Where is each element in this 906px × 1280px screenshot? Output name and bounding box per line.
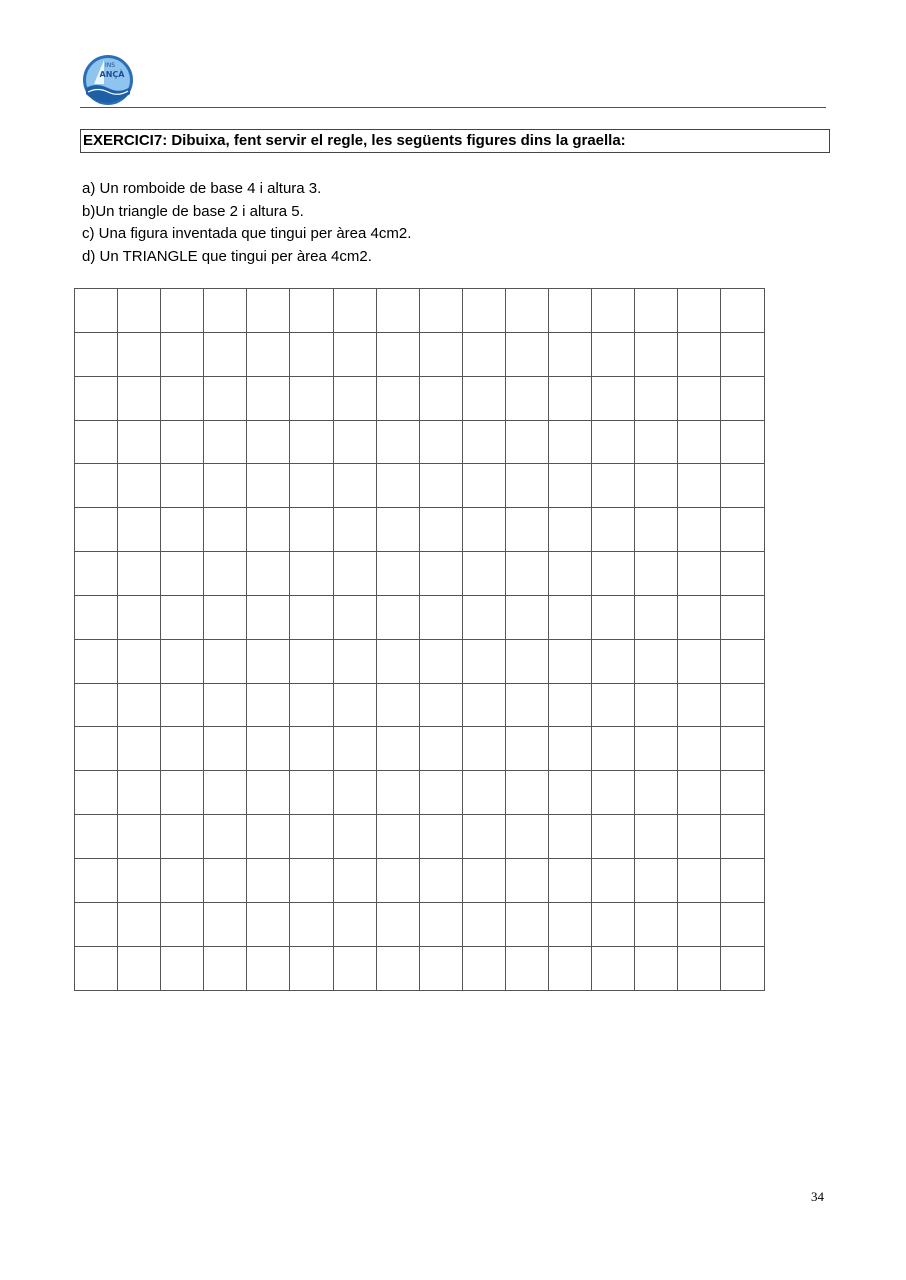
grid-cell[interactable] — [678, 464, 721, 508]
grid-cell[interactable] — [290, 771, 333, 815]
grid-cell[interactable] — [420, 421, 463, 465]
grid-cell[interactable] — [334, 421, 377, 465]
grid-cell[interactable] — [118, 333, 161, 377]
grid-cell[interactable] — [377, 684, 420, 728]
grid-cell[interactable] — [377, 815, 420, 859]
grid-cell[interactable] — [118, 552, 161, 596]
grid-cell[interactable] — [204, 859, 247, 903]
grid-cell[interactable] — [549, 903, 592, 947]
grid-cell[interactable] — [506, 333, 549, 377]
grid-cell[interactable] — [463, 859, 506, 903]
instruction-item: c) Una figura inventada que tingui per àrea 4cm2. — [82, 225, 412, 242]
grid-cell[interactable] — [75, 289, 118, 333]
grid-cell[interactable] — [118, 289, 161, 333]
grid-cell[interactable] — [377, 903, 420, 947]
grid-cell[interactable] — [678, 333, 721, 377]
grid-cell[interactable] — [549, 727, 592, 771]
grid-cell[interactable] — [506, 289, 549, 333]
grid-cell[interactable] — [204, 508, 247, 552]
grid-cell[interactable] — [592, 684, 635, 728]
grid-cell[interactable] — [377, 596, 420, 640]
grid-cell[interactable] — [506, 508, 549, 552]
grid-cell[interactable] — [377, 552, 420, 596]
grid-cell[interactable] — [635, 508, 678, 552]
grid-cell[interactable] — [463, 771, 506, 815]
grid-cell[interactable] — [463, 684, 506, 728]
grid-cell[interactable] — [635, 333, 678, 377]
grid-cell[interactable] — [247, 727, 290, 771]
grid-cell[interactable] — [721, 815, 764, 859]
grid-cell[interactable] — [420, 684, 463, 728]
grid-cell[interactable] — [420, 640, 463, 684]
grid-cell[interactable] — [678, 859, 721, 903]
grid-cell[interactable] — [377, 640, 420, 684]
grid-cell[interactable] — [247, 508, 290, 552]
grid-cell[interactable] — [463, 289, 506, 333]
grid-cell[interactable] — [420, 596, 463, 640]
grid-cell[interactable] — [377, 508, 420, 552]
grid-cell[interactable] — [118, 903, 161, 947]
grid-cell[interactable] — [592, 552, 635, 596]
grid-cell[interactable] — [75, 333, 118, 377]
grid-cell[interactable] — [549, 289, 592, 333]
grid-cell[interactable] — [118, 508, 161, 552]
grid-cell[interactable] — [334, 464, 377, 508]
grid-cell[interactable] — [721, 552, 764, 596]
grid-cell[interactable] — [506, 596, 549, 640]
grid-cell[interactable] — [290, 947, 333, 991]
grid-cell[interactable] — [463, 464, 506, 508]
grid-cell[interactable] — [678, 727, 721, 771]
grid-cell[interactable] — [204, 333, 247, 377]
grid-cell[interactable] — [118, 947, 161, 991]
grid-cell[interactable] — [592, 508, 635, 552]
grid-cell[interactable] — [161, 289, 204, 333]
grid-cell[interactable] — [334, 508, 377, 552]
grid-cell[interactable] — [161, 947, 204, 991]
grid-cell[interactable] — [161, 377, 204, 421]
grid-cell[interactable] — [420, 508, 463, 552]
grid-cell[interactable] — [290, 727, 333, 771]
grid-cell[interactable] — [678, 771, 721, 815]
grid-cell[interactable] — [635, 421, 678, 465]
grid-cell[interactable] — [247, 815, 290, 859]
grid-cell[interactable] — [592, 333, 635, 377]
grid-cell[interactable] — [420, 859, 463, 903]
exercise-title: EXERCICI7: Dibuixa, fent servir el regle, les següents figures dins la graella: — [80, 129, 830, 153]
grid-cell[interactable] — [75, 596, 118, 640]
grid-cell[interactable] — [420, 903, 463, 947]
grid-cell[interactable] — [506, 421, 549, 465]
grid-cell[interactable] — [290, 552, 333, 596]
grid-cell[interactable] — [721, 727, 764, 771]
grid-cell[interactable] — [290, 333, 333, 377]
grid-cell[interactable] — [75, 552, 118, 596]
grid-cell[interactable] — [635, 684, 678, 728]
grid-cell[interactable] — [592, 421, 635, 465]
grid-cell[interactable] — [118, 640, 161, 684]
grid-cell[interactable] — [377, 333, 420, 377]
grid-cell[interactable] — [463, 508, 506, 552]
grid-cell[interactable] — [334, 947, 377, 991]
grid-cell[interactable] — [204, 464, 247, 508]
instruction-item: d) Un TRIANGLE que tingui per àrea 4cm2. — [82, 247, 372, 265]
grid-cell[interactable] — [721, 289, 764, 333]
grid-cell[interactable] — [721, 333, 764, 377]
grid-cell[interactable] — [377, 947, 420, 991]
grid-cell[interactable] — [247, 464, 290, 508]
grid-cell[interactable] — [247, 684, 290, 728]
grid-cell[interactable] — [635, 377, 678, 421]
grid-cell[interactable] — [549, 508, 592, 552]
grid-cell[interactable] — [721, 771, 764, 815]
grid-cell[interactable] — [678, 552, 721, 596]
grid-cell[interactable] — [204, 771, 247, 815]
grid-cell[interactable] — [721, 684, 764, 728]
grid-cell[interactable] — [721, 508, 764, 552]
grid-cell[interactable] — [592, 815, 635, 859]
grid-cell[interactable] — [678, 508, 721, 552]
grid-cell[interactable] — [247, 377, 290, 421]
grid-cell[interactable] — [721, 377, 764, 421]
grid-cell[interactable] — [118, 596, 161, 640]
grid-cell[interactable] — [635, 815, 678, 859]
grid-cell[interactable] — [377, 421, 420, 465]
grid-cell[interactable] — [290, 903, 333, 947]
grid-cell[interactable] — [161, 903, 204, 947]
grid-cell[interactable] — [506, 464, 549, 508]
grid-cell[interactable] — [506, 903, 549, 947]
grid-cell[interactable] — [377, 727, 420, 771]
grid-cell[interactable] — [247, 947, 290, 991]
grid-cell[interactable] — [75, 771, 118, 815]
grid-cell[interactable] — [334, 771, 377, 815]
grid-cell[interactable] — [549, 377, 592, 421]
grid-cell[interactable] — [506, 552, 549, 596]
instruction-item: b)Un triangle de base 2 i altura 5. — [82, 202, 304, 220]
grid-cell[interactable] — [334, 596, 377, 640]
grid-cell[interactable] — [463, 947, 506, 991]
grid-cell[interactable] — [161, 727, 204, 771]
grid-cell[interactable] — [592, 727, 635, 771]
grid-cell[interactable] — [204, 289, 247, 333]
grid-cell[interactable] — [420, 771, 463, 815]
grid-cell[interactable] — [334, 289, 377, 333]
grid-cell[interactable] — [463, 421, 506, 465]
grid-cell[interactable] — [118, 464, 161, 508]
grid-cell[interactable] — [420, 464, 463, 508]
grid-cell[interactable] — [75, 421, 118, 465]
grid-cell[interactable] — [463, 640, 506, 684]
grid-cell[interactable] — [420, 947, 463, 991]
grid-cell[interactable] — [678, 596, 721, 640]
grid-cell[interactable] — [549, 421, 592, 465]
grid-cell[interactable] — [721, 596, 764, 640]
grid-cell[interactable] — [75, 640, 118, 684]
grid-cell[interactable] — [463, 552, 506, 596]
instruction-item: a) Un romboide de base 4 i altura 3. — [82, 180, 322, 197]
grid-cell[interactable] — [334, 859, 377, 903]
grid-cell[interactable] — [721, 859, 764, 903]
grid-cell[interactable] — [506, 771, 549, 815]
grid-cell[interactable] — [75, 859, 118, 903]
grid-cell[interactable] — [334, 333, 377, 377]
grid-cell[interactable] — [549, 333, 592, 377]
grid-cell[interactable] — [290, 421, 333, 465]
grid-cell[interactable] — [118, 377, 161, 421]
grid-cell[interactable] — [75, 727, 118, 771]
grid-cell[interactable] — [678, 289, 721, 333]
grid-cell[interactable] — [635, 464, 678, 508]
grid-cell[interactable] — [549, 947, 592, 991]
grid-cell[interactable] — [592, 771, 635, 815]
grid-cell[interactable] — [290, 859, 333, 903]
grid-cell[interactable] — [420, 333, 463, 377]
grid-cell[interactable] — [678, 903, 721, 947]
grid-cell[interactable] — [334, 903, 377, 947]
grid-cell[interactable] — [161, 859, 204, 903]
grid-cell[interactable] — [506, 859, 549, 903]
grid-cell[interactable] — [721, 903, 764, 947]
grid-cell[interactable] — [678, 377, 721, 421]
grid-cell[interactable] — [204, 947, 247, 991]
page-number: 34 — [811, 1189, 824, 1204]
grid-cell[interactable] — [420, 727, 463, 771]
grid-cell[interactable] — [75, 464, 118, 508]
grid-cell[interactable] — [204, 640, 247, 684]
grid-cell[interactable] — [161, 815, 204, 859]
grid-cell[interactable] — [161, 684, 204, 728]
grid-cell[interactable] — [549, 859, 592, 903]
grid-cell[interactable] — [377, 464, 420, 508]
grid-cell[interactable] — [592, 377, 635, 421]
grid-cell[interactable] — [247, 289, 290, 333]
grid-cell[interactable] — [506, 684, 549, 728]
grid-cell[interactable] — [334, 640, 377, 684]
grid-cell[interactable] — [678, 640, 721, 684]
grid-cell[interactable] — [635, 903, 678, 947]
grid-cell[interactable] — [247, 421, 290, 465]
grid-cell[interactable] — [635, 552, 678, 596]
grid-cell[interactable] — [118, 727, 161, 771]
grid-cell[interactable] — [290, 508, 333, 552]
grid-cell[interactable] — [75, 508, 118, 552]
grid-cell[interactable] — [377, 377, 420, 421]
grid-cell[interactable] — [204, 596, 247, 640]
grid-cell[interactable] — [592, 947, 635, 991]
grid-cell[interactable] — [463, 377, 506, 421]
grid-cell[interactable] — [334, 684, 377, 728]
grid-cell[interactable] — [75, 684, 118, 728]
grid-cell[interactable] — [118, 421, 161, 465]
grid-cell[interactable] — [549, 815, 592, 859]
grid-cell[interactable] — [592, 289, 635, 333]
exercise-instructions — [82, 178, 411, 268]
grid-cell[interactable] — [721, 464, 764, 508]
grid-cell[interactable] — [635, 771, 678, 815]
grid-cell[interactable] — [204, 552, 247, 596]
grid-cell[interactable] — [290, 640, 333, 684]
grid-cell[interactable] — [463, 727, 506, 771]
logo-text-main: ANÇÀ — [99, 70, 125, 79]
grid-cell[interactable] — [204, 421, 247, 465]
grid-cell[interactable] — [204, 903, 247, 947]
grid-cell[interactable] — [118, 771, 161, 815]
grid-cell[interactable] — [161, 552, 204, 596]
grid-cell[interactable] — [247, 552, 290, 596]
grid-cell[interactable] — [118, 859, 161, 903]
grid-cell[interactable] — [290, 464, 333, 508]
school-logo-icon — [82, 54, 134, 106]
grid-cell[interactable] — [592, 464, 635, 508]
drawing-grid[interactable] — [74, 288, 765, 991]
grid-cell[interactable] — [247, 903, 290, 947]
grid-cell[interactable] — [334, 815, 377, 859]
grid-cell[interactable] — [506, 947, 549, 991]
grid-cell[interactable] — [420, 552, 463, 596]
grid-cell[interactable] — [377, 859, 420, 903]
grid-cell[interactable] — [290, 684, 333, 728]
grid-cell[interactable] — [549, 596, 592, 640]
grid-cell[interactable] — [161, 640, 204, 684]
grid-cell[interactable] — [721, 421, 764, 465]
grid-cell[interactable] — [290, 596, 333, 640]
grid-cell[interactable] — [549, 464, 592, 508]
grid-cell[interactable] — [75, 377, 118, 421]
grid-cell[interactable] — [463, 596, 506, 640]
grid-cell[interactable] — [592, 640, 635, 684]
grid-cell[interactable] — [592, 859, 635, 903]
grid-cell[interactable] — [118, 815, 161, 859]
grid-cell[interactable] — [463, 333, 506, 377]
grid-cell[interactable] — [420, 289, 463, 333]
grid-cell[interactable] — [721, 640, 764, 684]
grid-cell[interactable] — [549, 640, 592, 684]
logo-text-top: INS — [104, 62, 116, 69]
grid-cell[interactable] — [678, 684, 721, 728]
grid-cell[interactable] — [635, 640, 678, 684]
grid-cell[interactable] — [377, 771, 420, 815]
grid-cell[interactable] — [334, 727, 377, 771]
grid-cell[interactable] — [161, 333, 204, 377]
grid-cell[interactable] — [161, 464, 204, 508]
grid-cell[interactable] — [721, 947, 764, 991]
grid-cell[interactable] — [290, 289, 333, 333]
grid-cell[interactable] — [75, 815, 118, 859]
grid-cell[interactable] — [75, 947, 118, 991]
grid-cell[interactable] — [75, 903, 118, 947]
grid-cell[interactable] — [204, 377, 247, 421]
grid-cell[interactable] — [334, 552, 377, 596]
grid-cell[interactable] — [247, 771, 290, 815]
grid-cell[interactable] — [549, 684, 592, 728]
grid-cell[interactable] — [204, 727, 247, 771]
grid-cell[interactable] — [463, 815, 506, 859]
grid-cell[interactable] — [420, 815, 463, 859]
grid-cell[interactable] — [161, 771, 204, 815]
grid-cell[interactable] — [290, 815, 333, 859]
grid-cell[interactable] — [635, 596, 678, 640]
grid-cell[interactable] — [549, 771, 592, 815]
grid-cell[interactable] — [635, 859, 678, 903]
grid-cell[interactable] — [290, 377, 333, 421]
grid-cell[interactable] — [506, 815, 549, 859]
grid-cell[interactable] — [118, 684, 161, 728]
grid-cell[interactable] — [463, 903, 506, 947]
header-divider — [80, 107, 826, 108]
grid-cell[interactable] — [377, 289, 420, 333]
grid-cell[interactable] — [247, 640, 290, 684]
grid-cell[interactable] — [247, 596, 290, 640]
grid-cell[interactable] — [635, 947, 678, 991]
grid-cell[interactable] — [420, 377, 463, 421]
grid-cell[interactable] — [161, 421, 204, 465]
grid-cell[interactable] — [161, 596, 204, 640]
grid-cell[interactable] — [334, 377, 377, 421]
grid-cell[interactable] — [678, 947, 721, 991]
grid-cell[interactable] — [678, 421, 721, 465]
grid-cell[interactable] — [247, 859, 290, 903]
grid-cell[interactable] — [635, 289, 678, 333]
grid-cell[interactable] — [161, 508, 204, 552]
grid-cell[interactable] — [506, 377, 549, 421]
grid-cell[interactable] — [592, 903, 635, 947]
grid-cell[interactable] — [506, 640, 549, 684]
grid-cell[interactable] — [635, 727, 678, 771]
grid-cell[interactable] — [592, 596, 635, 640]
grid-cell[interactable] — [247, 333, 290, 377]
grid-cell[interactable] — [506, 727, 549, 771]
grid-cell[interactable] — [549, 552, 592, 596]
grid-cell[interactable] — [678, 815, 721, 859]
grid-cell[interactable] — [204, 815, 247, 859]
grid-cell[interactable] — [204, 684, 247, 728]
